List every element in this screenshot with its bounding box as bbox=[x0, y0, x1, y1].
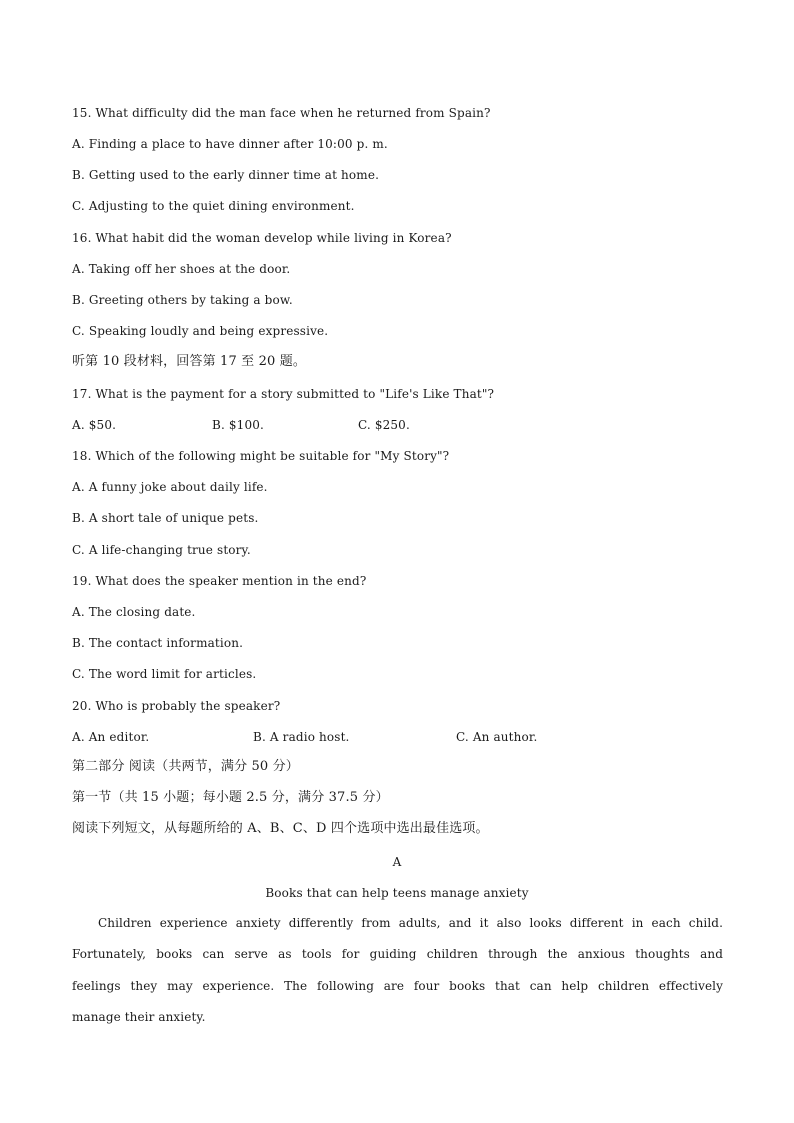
question-20-option-a: A. An editor. bbox=[72, 730, 150, 744]
passage-line-3: feelings they may experience. The following are four books that can help children effectively bbox=[72, 978, 723, 993]
question-18-stem: 18. Which of the following might be suitable for "My Story"? bbox=[72, 449, 450, 463]
question-16-option-c: C. Speaking loudly and being expressive. bbox=[72, 324, 329, 338]
passage-letter: A bbox=[392, 855, 402, 869]
question-17-option-a: A. $50. bbox=[72, 418, 117, 432]
question-20-stem: 20. Who is probably the speaker? bbox=[72, 699, 281, 713]
question-17-option-b: B. $100. bbox=[212, 418, 265, 432]
part-2-heading: 第二部分 阅读（共两节，满分 50 分） bbox=[72, 759, 299, 774]
question-19-option-a: A. The closing date. bbox=[72, 605, 196, 619]
question-16-option-a: A. Taking off her shoes at the door. bbox=[72, 262, 291, 276]
passage-line-2: Fortunately, books can serve as tools for guiding children through the anxious thoughts and bbox=[72, 947, 723, 962]
question-18-option-b: B. A short tale of unique pets. bbox=[72, 511, 259, 525]
question-17-stem: 17. What is the payment for a story submitted to "Life's Like That"? bbox=[72, 387, 495, 401]
question-18-option-c: C. A life-changing true story. bbox=[72, 543, 251, 557]
passage-line-4: manage their anxiety. bbox=[72, 1009, 206, 1024]
question-15-stem: 15. What difficulty did the man face when he returned from Spain? bbox=[72, 106, 491, 120]
question-19-option-b: B. The contact information. bbox=[72, 636, 244, 650]
question-17-option-c: C. $250. bbox=[358, 418, 410, 432]
question-16-option-b: B. Greeting others by taking a bow. bbox=[72, 293, 293, 307]
part-2-section-1-heading: 第一节（共 15 小题；每小题 2.5 分，满分 37.5 分） bbox=[72, 790, 389, 805]
question-15-option-c: C. Adjusting to the quiet dining environment. bbox=[72, 199, 355, 213]
question-19-stem: 19. What does the speaker mention in the end? bbox=[72, 574, 367, 588]
question-20-option-c: C. An author. bbox=[456, 730, 538, 744]
question-20-options bbox=[72, 729, 722, 745]
passage-line-1: Children experience anxiety differently from adults, and it also looks different in each child. bbox=[98, 916, 723, 930]
question-15-option-b: B. Getting used to the early dinner time at home. bbox=[72, 168, 380, 182]
question-19-option-c: C. The word limit for articles. bbox=[72, 667, 257, 681]
part-2-instruction: 阅读下列短文，从每题所给的 A、B、C、D 四个选项中选出最佳选项。 bbox=[72, 821, 489, 836]
question-18-option-a: A. A funny joke about daily life. bbox=[72, 480, 268, 494]
question-20-option-b: B. A radio host. bbox=[253, 730, 350, 744]
passage-title: Books that can help teens manage anxiety bbox=[265, 886, 529, 900]
question-16-stem: 16. What habit did the woman develop while living in Korea? bbox=[72, 231, 452, 245]
section-10-instruction: 听第 10 段材料，回答第 17 至 20 题。 bbox=[72, 354, 307, 369]
question-17-options bbox=[72, 417, 722, 433]
passage-paragraph bbox=[72, 908, 723, 1033]
question-15-option-a: A. Finding a place to have dinner after 10:00 p. m. bbox=[72, 137, 388, 151]
